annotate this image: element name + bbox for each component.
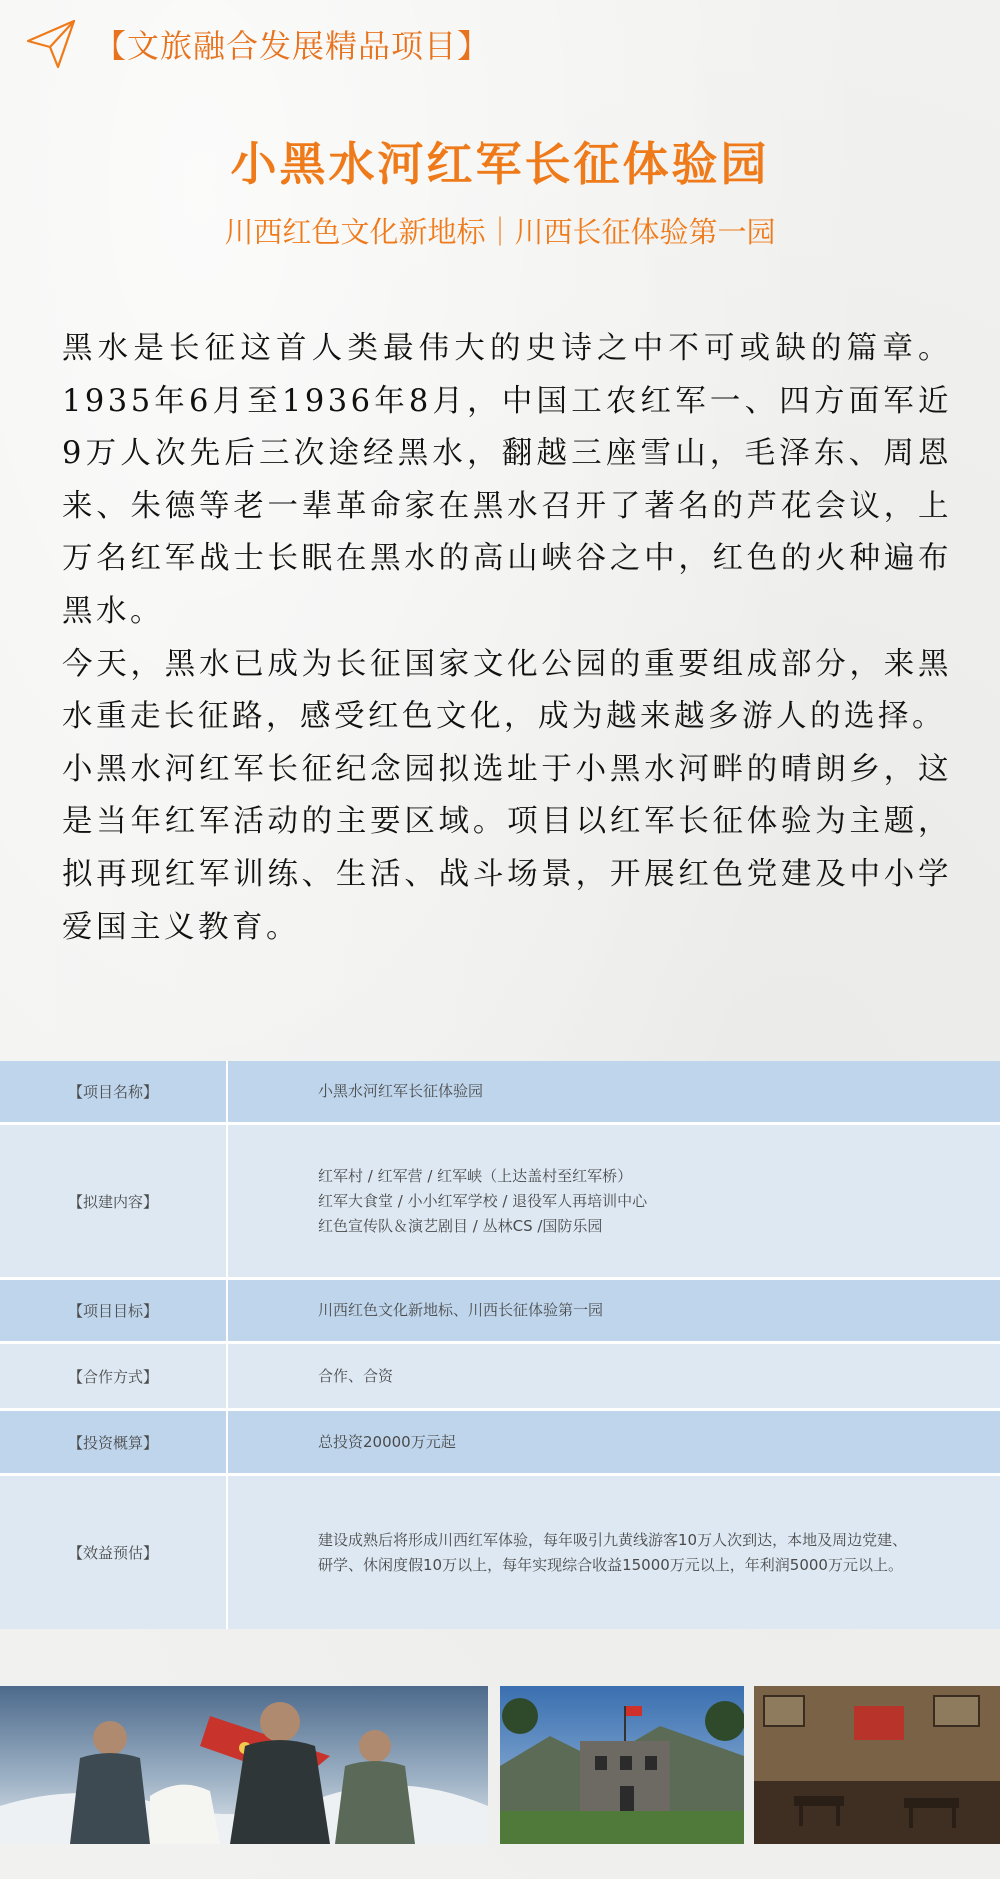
paragraph: 黑水是长征这首人类最伟大的史诗之中不可或缺的篇章。1935年6月至1936年8月，中国工农红军一、四方面军近9万人次先后三次途经黑水，翻越三座雪山，毛泽东、周恩来、朱德等老一辈革命家在黑水召开了著名的芦花会议，上万名红军战士长眠在黑水的高山峡谷之中，红色的火种遍布黑水。 — [62, 331, 952, 629]
row-value — [227, 1125, 1000, 1277]
header — [24, 16, 490, 72]
table-row — [0, 1411, 1000, 1473]
row-key: 【合作方式】 — [0, 1344, 227, 1408]
table-row — [0, 1061, 1000, 1122]
row-value — [227, 1061, 1000, 1122]
photo-red-army-leaders — [0, 1686, 488, 1844]
table-row — [0, 1125, 1000, 1277]
value-line: 研学、休闲度假10万以上，每年实现综合收益15000万元以上，年利润5000万元以上。 — [318, 1555, 903, 1574]
section-label: 【文旅融合发展精品项目】 — [94, 27, 491, 65]
row-key: 【效益预估】 — [0, 1476, 227, 1629]
paragraph: 今天，黑水已成为长征国家文化公园的重要组成部分，来黑水重走长征路，感受红色文化，成为越来越多游人的选择。 — [62, 646, 952, 735]
table-row — [0, 1476, 1000, 1629]
value-line: 红军大食堂 / 小小红军学校 / 退役军人再培训中心 — [318, 1191, 648, 1210]
row-value — [227, 1280, 1000, 1341]
value-line: 川西红色文化新地标、川西长征体验第一园 — [318, 1301, 604, 1319]
page-title: 小黑水河红军长征体验园 — [230, 137, 770, 191]
row-key: 【拟建内容】 — [0, 1125, 227, 1277]
value-line: 总投资20000万元起 — [318, 1432, 456, 1451]
intro-text — [62, 323, 952, 954]
value-line: 红色宣传队＆演艺剧目 / 丛林CS /国防乐园 — [318, 1216, 603, 1235]
table-row — [0, 1280, 1000, 1341]
value-line: 小黑水河红军长征体验园 — [318, 1082, 484, 1100]
paper-plane-icon — [24, 17, 78, 71]
table-row — [0, 1344, 1000, 1408]
value-line: 合作、合资 — [318, 1366, 394, 1385]
project-info-table — [0, 1061, 1000, 1629]
row-key: 【投资概算】 — [0, 1411, 227, 1473]
photo-memorial-building — [500, 1686, 744, 1844]
row-value — [227, 1344, 1000, 1408]
page-subtitle: 川西红色文化新地标｜川西长征体验第一园 — [224, 215, 776, 249]
row-key: 【项目目标】 — [0, 1280, 227, 1341]
paragraph: 小黑水河红军长征纪念园拟选址于小黑水河畔的晴朗乡，这是当年红军活动的主要区域。项目以红军长征体验为主题，拟再现红军训练、生活、战斗场景，开展红色党建及中小学爱国主义教育。 — [62, 751, 952, 945]
photo-exhibition-room — [754, 1686, 1000, 1844]
value-line: 建设成熟后将形成川西红军体验，每年吸引九黄线游客10万人次到达，本地及周边党建、 — [318, 1530, 908, 1549]
value-line: 红军村 / 红军营 / 红军峡（上达盖村至红军桥） — [318, 1166, 633, 1185]
row-value — [227, 1476, 1000, 1629]
row-value — [227, 1411, 1000, 1473]
row-key: 【项目名称】 — [0, 1061, 227, 1122]
